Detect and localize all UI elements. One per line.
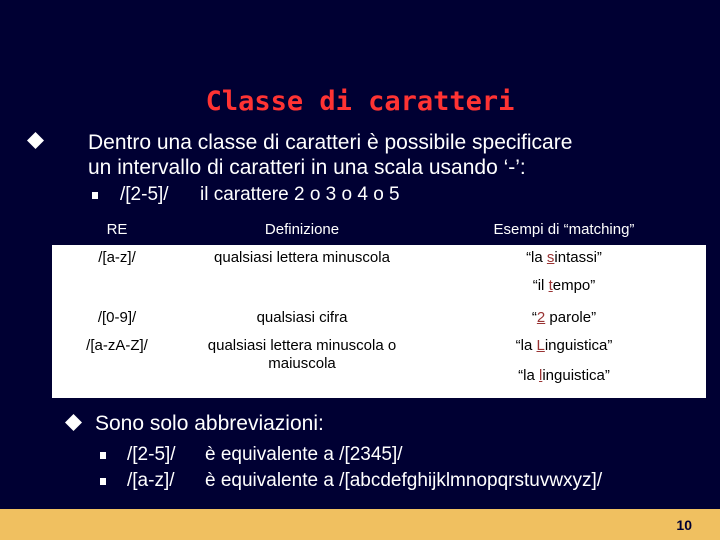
example-text: “il	[532, 277, 549, 294]
sub2-2-description: è equivalente a /[abcdefghijklmnopqrstuvwxyz]/	[205, 470, 603, 491]
example-text: “la	[515, 337, 537, 354]
example-text: parole”	[545, 309, 597, 326]
sub1-code: /[2-5]/	[120, 184, 169, 205]
footer-bar	[0, 509, 720, 540]
row3-re: /[a-zA-Z]/	[86, 337, 148, 354]
sub1-description: il carattere 2 o 3 o 4 o 5	[200, 184, 400, 205]
row2-re: /[0-9]/	[97, 309, 137, 326]
bullet-intro-line2: un intervallo di caratteri in una scala usando ‘-’:	[88, 156, 526, 179]
row1-example1	[422, 249, 706, 266]
header-definition: Definizione	[264, 221, 340, 238]
bullet-abbreviations: Sono solo abbreviazioni:	[95, 412, 324, 435]
table-header	[52, 213, 706, 245]
match-highlight: 2	[536, 309, 546, 326]
row3-example1	[422, 337, 706, 354]
example-text: empo”	[552, 277, 596, 294]
diamond-bullet-icon	[65, 414, 82, 431]
diamond-bullet-icon	[27, 132, 44, 149]
match-highlight: L	[536, 337, 545, 354]
bullet-intro-line1: Dentro una classe di caratteri è possibile specificare	[88, 131, 573, 154]
row3-definition: qualsiasi lettera minuscola o maiuscola	[207, 337, 397, 372]
example-text: “la	[518, 367, 539, 384]
square-bullet-icon	[100, 452, 106, 459]
row1-definition: qualsiasi lettera minuscola	[214, 249, 390, 266]
row1-example2	[422, 277, 706, 294]
row3-example2	[422, 367, 706, 384]
regex-table	[52, 213, 706, 398]
match-highlight: l	[538, 367, 543, 384]
match-highlight: s	[546, 249, 555, 266]
page-number: 10	[676, 517, 692, 533]
match-highlight: t	[548, 277, 553, 294]
sub2-1-code: /[2-5]/	[127, 444, 176, 465]
example-text: inguistica”	[542, 367, 610, 384]
row2-example1	[422, 309, 706, 326]
example-text: intassi”	[554, 249, 602, 266]
sub2-1-description: è equivalente a /[2345]/	[205, 444, 403, 465]
sub2-2-code: /[a-z]/	[127, 470, 175, 491]
bullet-intro	[88, 130, 720, 180]
example-text: inguistica”	[544, 337, 613, 354]
example-text: “	[531, 309, 537, 326]
square-bullet-icon	[92, 192, 98, 199]
row1-re: /[a-z]/	[98, 249, 136, 266]
example-text: “la	[526, 249, 547, 266]
slide-title: Classe di caratteri	[205, 86, 515, 117]
row2-definition: qualsiasi cifra	[256, 309, 348, 326]
header-re: RE	[106, 221, 128, 238]
square-bullet-icon	[100, 478, 106, 485]
header-examples: Esempi di “matching”	[493, 221, 635, 238]
